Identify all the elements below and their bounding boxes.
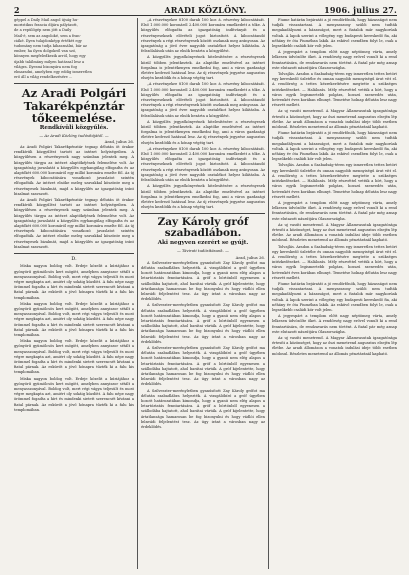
article-text: Miska nagyon boldog volt. Erdeje közelit a kúriájához a gyönyörű gyümölcsös kert mögött, amelyben annyiszor sétált a menyasszonyával. Boldog volt, mert régi vágya teljesült és most végre megkapta azt, amiért oly sokáig küzdött. A falu népe nagy örömmel fogadta a hírt és mindenki sietett szerencsét kívánni a fiatal párnak. Az esküvőt a jövő hónapra tűzték ki a falu kis templomában. [14,339,134,375]
page-number: 2 [14,5,20,15]
article-text: Tolvajlás. Aradon a Szabadság-téren egy ismeretlen tettes betört egy kereskedő üzletébe és onnan nagyobb mennyiségű árut vitt el. A rendőrség a tettes kézrekerítésére megtette a szükséges intézkedéseket. — Halálozás. Mély részvéttel vettük a hírt, hogy a város egyik legismertebb polgára, hosszú szenvedés után, hetvenkét éves korában elhunyt. Temetése holnap délután lesz nagy részvét mellett. [272,163,397,199]
article-text: A Szilveszter-merényletben gyanúsított Zay Károly grófot ma délután szabadlábra helyezték. A vizsgálóbíró a gróf ügyében hozott határozatában kimondja, hogy a gyanú nem elég alapos a letartóztatás fenntartására. A gróf a börtönből egyenesen a szállodába hajtatott, ahol barátai várták. A gróf kijelentette, hogy ártatlansága hamarosan be fog bizonyulni és hogy vádlói ellen bűnvádi feljelentést tesz. Az ügy iránt a városban nagy az érdeklődés. [141,303,265,344]
article-text: Tolvajlás. Aradon a Szabadság-téren egy ismeretlen tettes betört egy kereskedő üzletébe és onnan nagyobb mennyiségű árut vitt el. A rendőrség a tettes kézrekerítésére megtette a szükséges intézkedéseket. — Halálozás. Mély részvéttel vettük a hírt, hogy a város egyik legismertebb polgára, hosszú szenvedés után, hetvenkét éves korában elhunyt. Temetése holnap délután lesz nagy részvét mellett. [272,72,397,108]
article-text: A jegyespárt a templom előtt nagy néptömeg várta, amely lelkesen üdvözölte őket. A rendőrség nagy erővel vonult ki a rend fenntartására, de rendzavarás nem történt. A fiatal pár még aznap este elutazott nászútjára Olaszországba. [272,50,397,70]
column-divider [137,18,138,569]
article-headline: Az Aradi Polgári Takarékpénztár tőkeemelése. [21,86,127,125]
article-text: Miska nagyon boldog volt. Erdeje közelit a kúriájához a gyönyörű gyümölcsös kert mögött, amelyben annyiszor sétált a menyasszonyával. Boldog volt, mert régi vágya teljesült és most végre megkapta azt, amiért oly sokáig küzdött. A falu népe nagy örömmel fogadta a hírt és mindenki sietett szerencsét kívánni a fiatal párnak. Az esküvőt a jövő hónapra tűzték ki a falu kis templomában. [14,301,134,337]
article-text: géppel a Daily Mail angol újság hu- moristikus francia díjára pályázott, de a repülőgép nem jött a Daily Mail-é, sem az angoloké, sem a fran- ciáké. Ilyen tulajdonképp értékét egy tudomány nem tudja kihasználni, bár az ember, ha ilyen dolgokról van szó, könnyen megfeledkezik arról, hogy egy újabb találmány milyen hatással lesz a világra. Ilyesmi bizonyára nem fog elmaradni, amelyben egy eddig ismeretlen erő áll a világ rendelkezésére ... [14,18,92,80]
article-text: A jegyespárt a templom előtt nagy néptömeg várta, amely lelkesen üdvözölte őket. A rendőrség nagy erővel vonult ki a rend fenntartására, de rendzavarás nem történt. A fiatal pár még aznap este elutazott nászútjára Olaszországba. [272,200,397,221]
article-text: „A részvényekre 8100 darab 100 kor. á. részvény kibocsátását. Első 1.000.000 koronáról 2.400.000 koronára emelkedett a tőke. A közgyűlés elfogadta az igazgatóság indítványát és a részvényeseknek elővételi jogot biztosított. A kibocsátandó részvények a régi részvényesek között oszlanak meg arányosan. Az igazgatóság a jövő évre nagyobb osztalékot helyez kilátásba. A felszólalások után az elnök bezárta a közgyűlést. [141,82,265,118]
header-rule [14,15,397,16]
article-text: Az Aradi Polgári Takarékpénztár tegnap délután öt órakor rendkívüli közgyűlést tartott az intézet helyiségeiben. A közgyűlésen a részvényesek nagy számban jelentek meg. A közgyűlés tárgya az intézet alaptőkéjének felemelése volt. Az igazgatóság javaslatát a közgyűlés egyhangúlag elfogadta és az alaptőkét 600.000 koronáról egy millió koronára emelte föl. Az új részvények kibocsátására vonatkozó javaslatot szintén elfogadták. Az intézet elnöke meleg szavakkal köszönte meg a részvényesek bizalmát, majd a közgyűlés az igazgatóság iránt bizalmat szavazott. [14,198,134,249]
article-headline: Zay Károly gróf szabadlábon. [157,216,249,240]
newspaper-title: ARADI KÖZLÖNY. [164,5,247,15]
article-text: Miska nagyon boldog volt. Erdeje közelit a kúriájához a gyönyörű gyümölcsös kert mögött, amelyben annyiszor sétált a menyasszonyával. Boldog volt, mert régi vágya teljesült és most végre megkapta azt, amiért oly sokáig küzdött. A falu népe nagy örömmel fogadta a hírt és mindenki sietett szerencsét kívánni a fiatal párnak. Az esküvőt a jövő hónapra tűzték ki a falu kis templomában. [14,264,134,300]
article-text: Fiume határán bejáratát a jó rendőrfőnök, hogy házasságot nem tudják visszatartani. A menyasszony szülői nem tudták megakadályozni a házasságot, mert a fiatalok már nagykorúak voltak. A lapok szerint a vőlegény egy budapesti kereskedő fia, aki néhány év óta Fiuméban lakik. Az esküvő csendben folyt le, csak a legszűkebb családi kör volt jelen. [272,131,397,162]
article-dateline: Arad, julius 26. [235,254,265,260]
article-text: A jegyespárt a templom előtt nagy néptömeg várta, amely lelkesen üdvözölte őket. A rendőrség nagy erővel vonult ki a rend fenntartására, de rendzavarás nem történt. A fiatal pár még aznap este elutazott nászútjára Olaszországba. [272,314,397,334]
article-text: A közgyűlés jegyzőkönyvének hitelesítésére a részvényesek közül többen jelentkeztek. Az alaptőke emelésével az intézet forgalma is jelentékenyen emelkedni fog, ami a város gazdasági életére kedvező hatással lesz. Az új részvények jegyzése augusztus elsején kezdődik és a hónap végéig tart. [141,55,265,81]
article-text: A közgyűlés jegyzőkönyvének hitelesítésére a részvényesek közül többen jelentkeztek. Az alaptőke emelésével az intézet forgalma is jelentékenyen emelkedni fog, ami a város gazdasági életére kedvező hatással lesz. Az új részvények jegyzése augusztus elsején kezdődik és a hónap végéig tart. [141,119,265,145]
article-subhead: Aki negyven ezerért se gyújt. [157,240,249,247]
article-text: A Szilveszter-merényletben gyanúsított Zay Károly grófot ma délután szabadlábra helyezték. A vizsgálóbíró a gróf ügyében hozott határozatában kimondja, hogy a gyanú nem elég alapos a letartóztatás fenntartására. A gróf a börtönből egyenesen a szállodába hajtatott, ahol barátai várták. A gróf kijelentette, hogy ártatlansága hamarosan be fog bizonyulni és hogy vádlói ellen bűnvádi feljelentést tesz. Az ügy iránt a városban nagy az érdeklődés. [141,388,265,430]
article-text: „A részvényekre 8100 darab 100 kor. á. részvény kibocsátását. Első 1.000.000 koronáról 2.400.000 koronára emelkedett a tőke. A közgyűlés elfogadta az igazgatóság indítványát és a részvényeseknek elővételi jogot biztosított. A kibocsátandó részvények a régi részvényesek között oszlanak meg arányosan. Az igazgatóság a jövő évre nagyobb osztalékot helyez kilátásba. A felszólalások után az elnök bezárta a közgyűlést. [141,18,265,54]
article-text: Az uj vasúti menetrend. A Magyar Államvasutak igazgatósága értesíti a közönséget, hogy az őszi menetrend augusztus elsején lép életbe. Az aradi állomáson a vonatok indulási ideje több esetben módosul. Részletes menetrend az állomás pénztáránál kapható. [272,335,397,356]
article-text: Az uj vasúti menetrend. A Magyar Államvasutak igazgatósága értesíti a közönséget, hogy az őszi menetrend augusztus elsején lép életbe. Az aradi állomáson a vonatok indulási ideje több esetben módosul. Részletes menetrend az állomás pénztáránál kapható. [272,109,397,130]
article-text: A Szilveszter-merényletben gyanúsított Zay Károly grófot ma délután szabadlábra helyezték. A vizsgálóbíró a gróf ügyében hozott határozatában kimondja, hogy a gyanú nem elég alapos a letartóztatás fenntartására. A gróf a börtönből egyenesen a szállodába hajtatott, ahol barátai várták. A gróf kijelentette, hogy ártatlansága hamarosan be fog bizonyulni és hogy vádlói ellen bűnvádi feljelentést tesz. Az ügy iránt a városban nagy az érdeklődés. [141,346,265,387]
article-text: Tolvajlás. Aradon a Szabadság-téren egy ismeretlen tettes betört egy kereskedő üzletébe és onnan nagyobb mennyiségű árut vitt el. A rendőrség a tettes kézrekerítésére megtette a szükséges intézkedéseket. — Halálozás. Mély részvéttel vettük a hírt, hogy a város egyik legismertebb polgára, hosszú szenvedés után, hetvenkét éves korában elhunyt. Temetése holnap délután lesz nagy részvét mellett. [272,244,397,280]
section-heading: D. [71,256,77,263]
column-divider [268,18,269,569]
article-text: Fiume határán bejáratát a jó rendőrfőnök, hogy házasságot nem tudják visszatartani. A menyasszony szülői nem tudták megakadályozni a házasságot, mert a fiatalok már nagykorúak voltak. A lapok szerint a vőlegény egy budapesti kereskedő fia, aki néhány év óta Fiuméban lakik. Az esküvő csendben folyt le, csak a legszűkebb családi kör volt jelen. [272,18,397,49]
article-subhead: Rendkívüli közgyűlés. [39,124,109,131]
article-dateline: Arad, julius 26. [104,138,134,144]
column-2 [141,18,265,571]
article-text: Az uj vasúti menetrend. A Magyar Államvasutak igazgatósága értesíti a közönséget, hogy az őszi menetrend augusztus elsején lép életbe. Az aradi állomáson a vonatok indulási ideje több esetben módosul. Részletes menetrend az állomás pénztáránál kapható. [272,222,397,243]
article-text: „A részvényekre 8100 darab 100 kor. á. részvény kibocsátását. Első 1.000.000 koronáról 2.400.000 koronára emelkedett a tőke. A közgyűlés elfogadta az igazgatóság indítványát és a részvényeseknek elővételi jogot biztosított. A kibocsátandó részvények a régi részvényesek között oszlanak meg arányosan. Az igazgatóság a jövő évre nagyobb osztalékot helyez kilátásba. A felszólalások után az elnök bezárta a közgyűlést. [141,146,265,183]
article-separator [14,83,134,84]
article-text: Fiume határán bejáratát a jó rendőrfőnök, hogy házasságot nem tudják visszatartani. A menyasszony szülői nem tudták megakadályozni a házasságot, mert a fiatalok már nagykorúak voltak. A lapok szerint a vőlegény egy budapesti kereskedő fia, aki néhány év óta Fiuméban lakik. Az esküvő csendben folyt le, csak a legszűkebb családi kör volt jelen. [272,281,397,312]
column-1 [14,18,134,571]
article-separator [141,213,265,214]
article-text: Az Aradi Polgári Takarékpénztár tegnap délután öt órakor rendkívüli közgyűlést tartott az intézet helyiségeiben. A közgyűlésen a részvényesek nagy számban jelentek meg. A közgyűlés tárgya az intézet alaptőkéjének felemelése volt. Az igazgatóság javaslatát a közgyűlés egyhangúlag elfogadta és az alaptőkét 600.000 koronáról egy millió koronára emelte föl. Az új részvények kibocsátására vonatkozó javaslatot szintén elfogadták. Az intézet elnöke meleg szavakkal köszönte meg a részvényesek bizalmát, majd a közgyűlés az igazgatóság iránt bizalmat szavazott. [14,145,134,196]
article-text: A közgyűlés jegyzőkönyvének hitelesítésére a részvényesek közül többen jelentkeztek. Az alaptőke emelésével az intézet forgalma is jelentékenyen emelkedni fog, ami a város gazdasági életére kedvező hatással lesz. Az új részvények jegyzése augusztus elsején kezdődik és a hónap végéig tart. [141,184,265,210]
issue-date: 1906. julius 27. [324,5,397,15]
article-byline: — Az Aradi Közlöny tudósítójától. — [39,132,109,138]
article-byline: — Távirati tudósításunk. — [177,248,229,254]
column-3 [272,18,397,571]
article-text: Miska nagyon boldog volt. Erdeje közelit a kúriájához a gyönyörű gyümölcsös kert mögött, amelyben annyiszor sétált a menyasszonyával. Boldog volt, mert régi vágya teljesült és most végre megkapta azt, amiért oly sokáig küzdött. A falu népe nagy örömmel fogadta a hírt és mindenki sietett szerencsét kívánni a fiatal párnak. Az esküvőt a jövő hónapra tűzték ki a falu kis templomában. [14,376,134,412]
article-text: A Szilveszter-merényletben gyanúsított Zay Károly grófot ma délután szabadlábra helyezték. A vizsgálóbíró a gróf ügyében hozott határozatában kimondja, hogy a gyanú nem elég alapos a letartóztatás fenntartására. A gróf a börtönből egyenesen a szállodába hajtatott, ahol barátai várták. A gróf kijelentette, hogy ártatlansága hamarosan be fog bizonyulni és hogy vádlói ellen bűnvádi feljelentést tesz. Az ügy iránt a városban nagy az érdeklődés. [141,260,265,302]
article-separator [14,253,134,254]
